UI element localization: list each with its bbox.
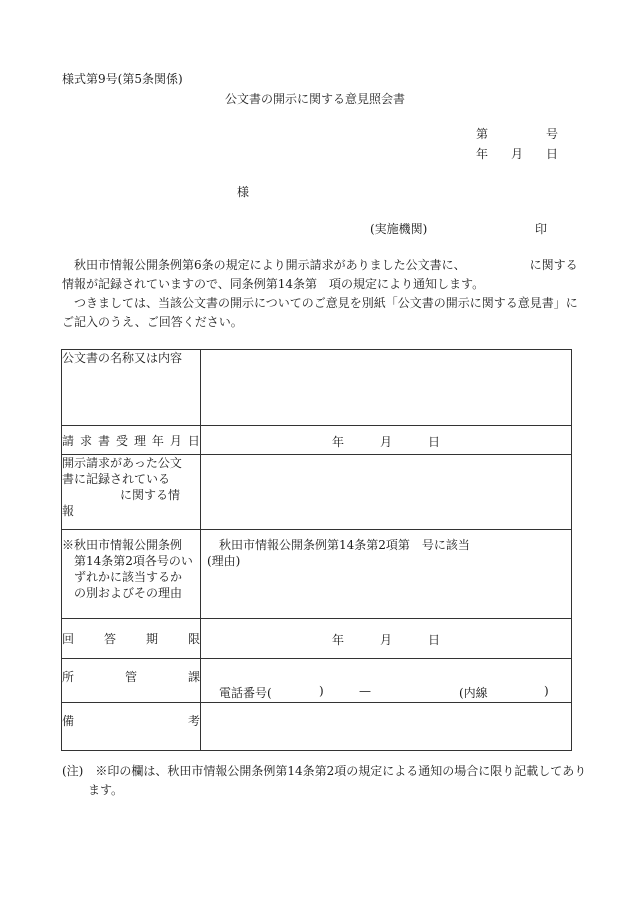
phone-close: ) (319, 684, 324, 698)
label-department: 所 管 課 (62, 659, 201, 703)
p1-part-c: 項の規定により通知します。 (329, 277, 485, 291)
label-remarks: 備 考 (62, 703, 201, 751)
date-day: 日 (546, 147, 559, 161)
deadline-date-fields: 年 月 日 (331, 633, 441, 647)
seal-mark: 印 (535, 222, 548, 236)
footnote-line-2: ます。 (88, 783, 124, 797)
phone-label: 電話番号( (219, 686, 272, 700)
value-response-deadline[interactable] (201, 619, 572, 659)
footnote (62, 762, 586, 800)
p1-part-b: に関する情報が記録されていますので、同条例第14条第 (62, 258, 578, 291)
reason-label: (理由) (207, 554, 241, 568)
p2-text: つきましては、当該公文書の開示についてのご意見を別紙「公文書の開示に関する意見書」にご記入のうえ、ご回答ください。 (62, 296, 578, 329)
label-request-date (62, 426, 201, 455)
label-document-name: 公文書の名称又は内容 (62, 350, 201, 426)
value-request-date[interactable] (201, 426, 572, 455)
value-remarks[interactable] (201, 703, 572, 751)
date-year: 年 (476, 147, 489, 161)
paragraph-1 (62, 256, 582, 294)
agency-label: (実施機関) (370, 222, 428, 236)
number-prefix: 第 (476, 127, 489, 141)
row-response-deadline (62, 619, 572, 659)
clause-line: 秋田市情報公開条例第14条第2項第 号に該当 (219, 538, 470, 552)
date-month: 月 (511, 147, 524, 161)
value-applicable-clause[interactable] (201, 530, 572, 619)
value-document-name[interactable] (201, 350, 572, 426)
body-text (62, 256, 582, 332)
label-response-deadline: 回 答 期 限 (62, 619, 201, 659)
phone-dash: — (359, 684, 371, 698)
request-date-fields: 年 月 日 (331, 435, 441, 449)
row-applicable-clause (62, 530, 572, 619)
extension-close: ) (544, 684, 549, 698)
label-recorded-info: 開示請求があった公文 書に記録されている に関する情 報 (62, 455, 201, 530)
addressee-suffix: 様 (237, 185, 250, 199)
label-request-date-chars: 請 求 書 受 理 年 月 日 (62, 434, 200, 448)
row-recorded-info (62, 455, 572, 530)
row-remarks (62, 703, 572, 751)
row-department (62, 659, 572, 703)
label-applicable-clause: ※秋田市情報公開条例 第14条第2項各号のい ずれかに該当するか の別およびその理由 (62, 530, 201, 619)
document-title: 公文書の開示に関する意見照会書 (224, 92, 405, 106)
value-recorded-info[interactable] (201, 455, 572, 530)
value-department[interactable] (201, 659, 572, 703)
row-document-name (62, 350, 572, 426)
number-suffix: 号 (546, 127, 559, 141)
inquiry-table (61, 349, 572, 751)
paragraph-2 (62, 294, 582, 332)
extension-label: (内線 (459, 686, 488, 700)
p1-part-a: 秋田市情報公開条例第6条の規定により開示請求がありました公文書に、 (74, 258, 466, 272)
row-request-date (62, 426, 572, 455)
footnote-line-1: (注) ※印の欄は、秋田市情報公開条例第14条第2項の規定による通知の場合に限り記載してあり (62, 764, 587, 778)
form-id: 様式第9号(第5条関係) (62, 72, 183, 86)
